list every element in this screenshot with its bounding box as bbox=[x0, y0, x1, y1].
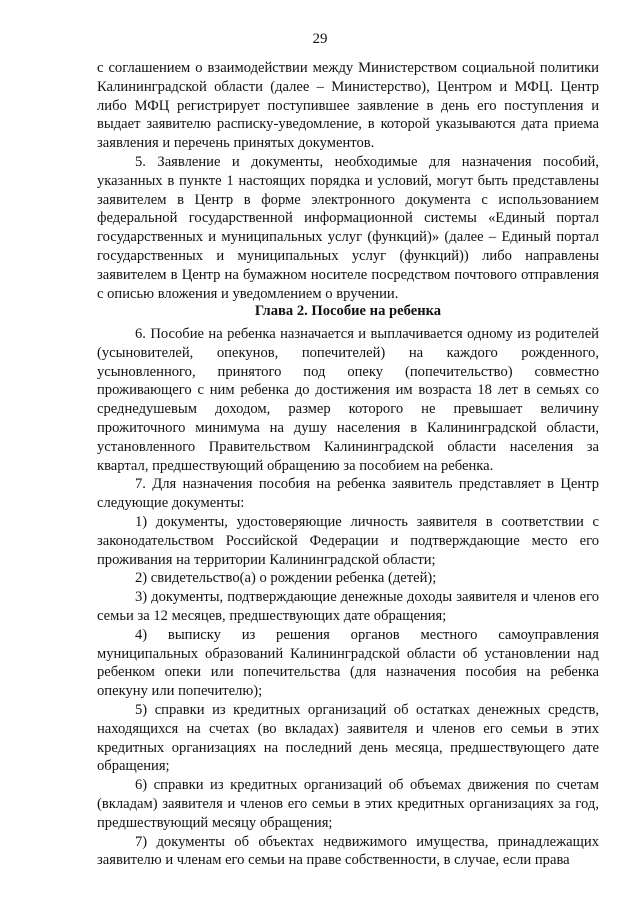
list-item-4: 4) выписку из решения органов местного самоуправления муниципальных образований Калининградской области об установлении над ребенком опеки или попечительства (для назначения пособия на ребенка опекуну или попечителю); bbox=[97, 626, 599, 700]
list-item-6: 6) справки из кредитных организаций об объемах движения по счетам (вкладам) заявителя и членов его семьи в этих кредитных организациях за год, предшествующий месяцу обращения; bbox=[97, 777, 599, 831]
paragraph-5: 5. Заявление и документы, необходимые для назначения пособий, указанных в пункте 1 настоящих порядка и условий, могут быть представлены заявителем в Центр в форме электронного документа с использованием федеральной государственной информационной системы «Единый портал государственных и муниципальных услуг (функций)» (далее – Единый портал государственных и муниципальных услуг (функций)) либо направлены заявителем в Центр на бумажном носителе посредством почтового отправления с описью вложения и уведомлением о вручении. bbox=[97, 153, 599, 302]
paragraph-continuation: с соглашением о взаимодействии между Министерством социальной политики Калининградской области (далее – Министерство), Центром и МФЦ. Центр либо МФЦ регистрирует поступившее заявление в день его поступления и выдает заявителю расписку-уведомление, в которой указываются дата приема заявления и перечень принятых документов. bbox=[97, 60, 599, 152]
list-item-1: 1) документы, удостоверяющие личность заявителя в соответствии с законодательством Российской Федерации и подтверждающие место его проживания на территории Калининградской области; bbox=[97, 513, 599, 568]
list-item-2: 2) свидетельство(а) о рождении ребенка (детей); bbox=[135, 570, 437, 587]
paragraph-6: 6. Пособие на ребенка назначается и выплачивается одному из родителей (усыновителей, опекунов, попечителей) на каждого рожденного, усыновленного, принятого под опеку (попечительство) совместно проживающего с ним ребенка до достижения им возраста 18 лет в семьях со среднедушевым доходом, размер которого не превышает величину прожиточного минимума на душу населения в Калининградской области, установленного Правительством Калининградской области населения за квартал, предшествующий обращению за пособием на ребенка. bbox=[97, 326, 599, 474]
chapter-title: Глава 2. Пособие на ребенка bbox=[254, 303, 442, 319]
page-number: 29 bbox=[312, 31, 328, 47]
list-item-5: 5) справки из кредитных организаций об остатках денежных средств, находящихся на счетах (во вкладах) заявителя и членов его семьи в этих кредитных организациях на последний день месяца, предшествующего дате обращения; bbox=[97, 701, 599, 775]
list-item-3: 3) документы, подтверждающие денежные доходы заявителя и членов его семьи за 12 месяцев, предшествующих дате обращения; bbox=[97, 589, 599, 624]
text-block-bottom bbox=[97, 325, 599, 870]
paragraph-7: 7. Для назначения пособия на ребенка заявитель представляет в Центр следующие документы: bbox=[97, 476, 599, 512]
text-block-top bbox=[97, 59, 599, 303]
list-item-7: 7) документы об объектах недвижимого имущества, принадлежащих заявителю и членам его семьи на праве собственности, в случае, если права bbox=[97, 833, 599, 869]
